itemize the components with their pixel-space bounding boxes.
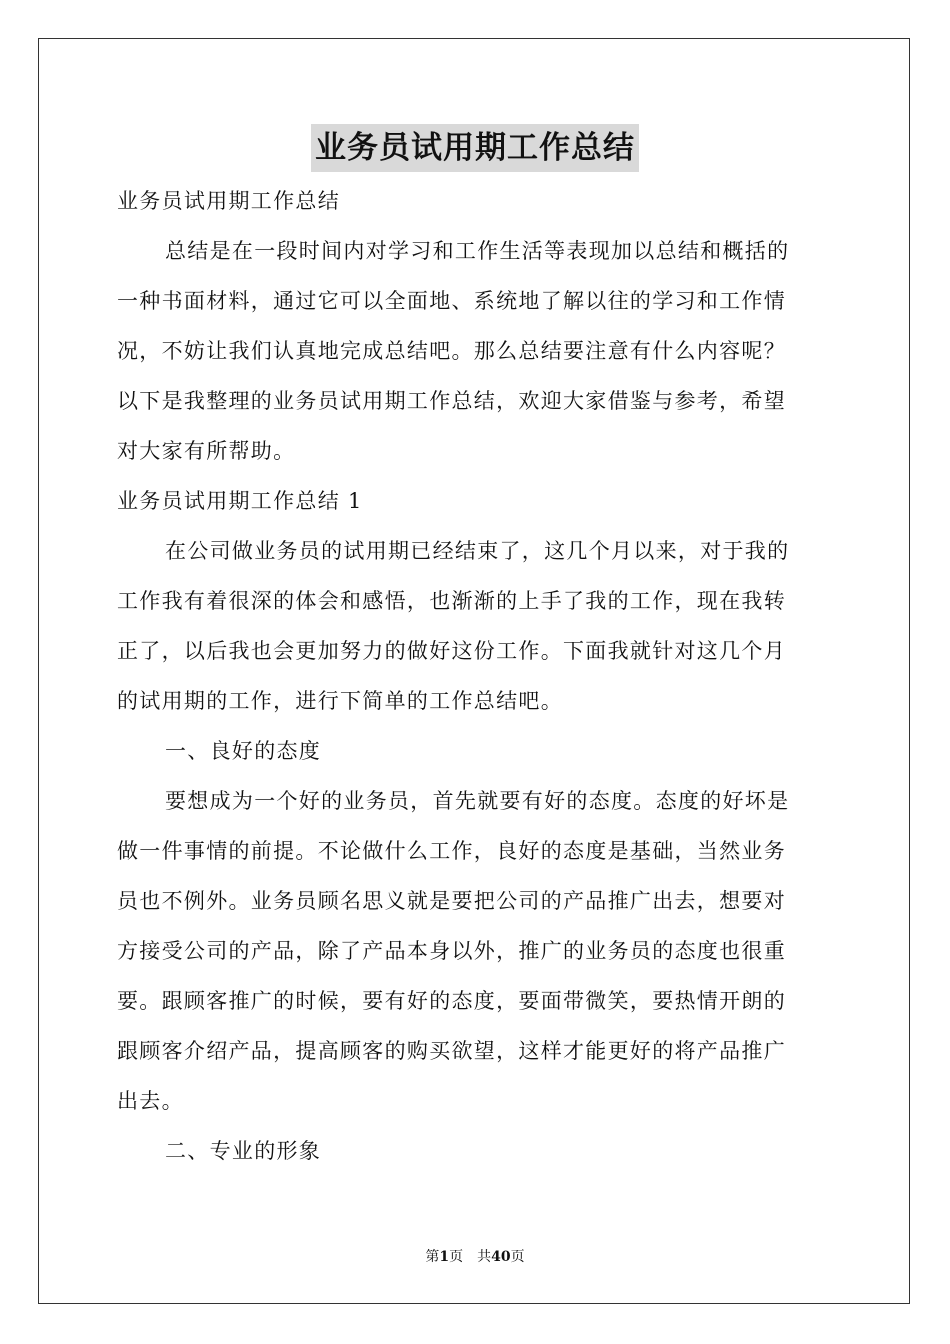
subsection-heading: 一、良好的态度 bbox=[165, 739, 322, 763]
subsection-heading: 二、专业的形象 bbox=[165, 1139, 322, 1163]
total-pages: 40 bbox=[491, 1249, 511, 1265]
paragraph-line: 要。跟顾客推广的时候，要有好的态度，要面带微笑，要热情开朗的 bbox=[117, 989, 786, 1013]
paragraph-line: 以下是我整理的业务员试用期工作总结，欢迎大家借鉴与参考，希望 bbox=[117, 389, 786, 413]
section-heading: 业务员试用期工作总结 1 bbox=[117, 489, 363, 513]
page-number: 1 bbox=[439, 1249, 450, 1265]
paragraph-line: 要想成为一个好的业务员，首先就要有好的态度。态度的好坏是 bbox=[165, 789, 790, 813]
paragraph-line: 跟顾客介绍产品，提高顾客的购买欲望，这样才能更好的将产品推广 bbox=[117, 1039, 786, 1063]
paragraph-line: 总结是在一段时间内对学习和工作生活等表现加以总结和概括的 bbox=[165, 239, 790, 263]
total-suffix: 页 bbox=[510, 1249, 525, 1265]
title-container bbox=[0, 124, 950, 172]
paragraph-line: 方接受公司的产品，除了产品本身以外，推广的业务员的态度也很重 bbox=[117, 939, 786, 963]
paragraph-line: 的试用期的工作，进行下简单的工作总结吧。 bbox=[117, 689, 563, 713]
paragraph-line: 员也不例外。业务员顾名思义就是要把公司的产品推广出去，想要对 bbox=[117, 889, 786, 913]
page-prefix: 第 bbox=[425, 1249, 440, 1265]
paragraph-line: 做一件事情的前提。不论做什么工作，良好的态度是基础，当然业务 bbox=[117, 839, 786, 863]
paragraph-line: 在公司做业务员的试用期已经结束了，这几个月以来，对于我的 bbox=[165, 539, 790, 563]
total-prefix: 共 bbox=[477, 1249, 492, 1265]
page-suffix: 页 bbox=[449, 1249, 464, 1265]
document-title: 业务员试用期工作总结 bbox=[311, 124, 639, 172]
paragraph-line: 一种书面材料，通过它可以全面地、系统地了解以往的学习和工作情 bbox=[117, 289, 786, 313]
paragraph-line: 对大家有所帮助。 bbox=[117, 439, 296, 463]
paragraph-line: 工作我有着很深的体会和感悟，也渐渐的上手了我的工作，现在我转 bbox=[117, 589, 786, 613]
paragraph-line: 况，不妨让我们认真地完成总结吧。那么总结要注意有什么内容呢？ bbox=[117, 339, 786, 363]
paragraph-line: 正了，以后我也会更加努力的做好这份工作。下面我就针对这几个月 bbox=[117, 639, 786, 663]
paragraph-line: 出去。 bbox=[117, 1089, 184, 1113]
subtitle-line: 业务员试用期工作总结 bbox=[117, 189, 340, 213]
page-footer bbox=[0, 1247, 950, 1267]
